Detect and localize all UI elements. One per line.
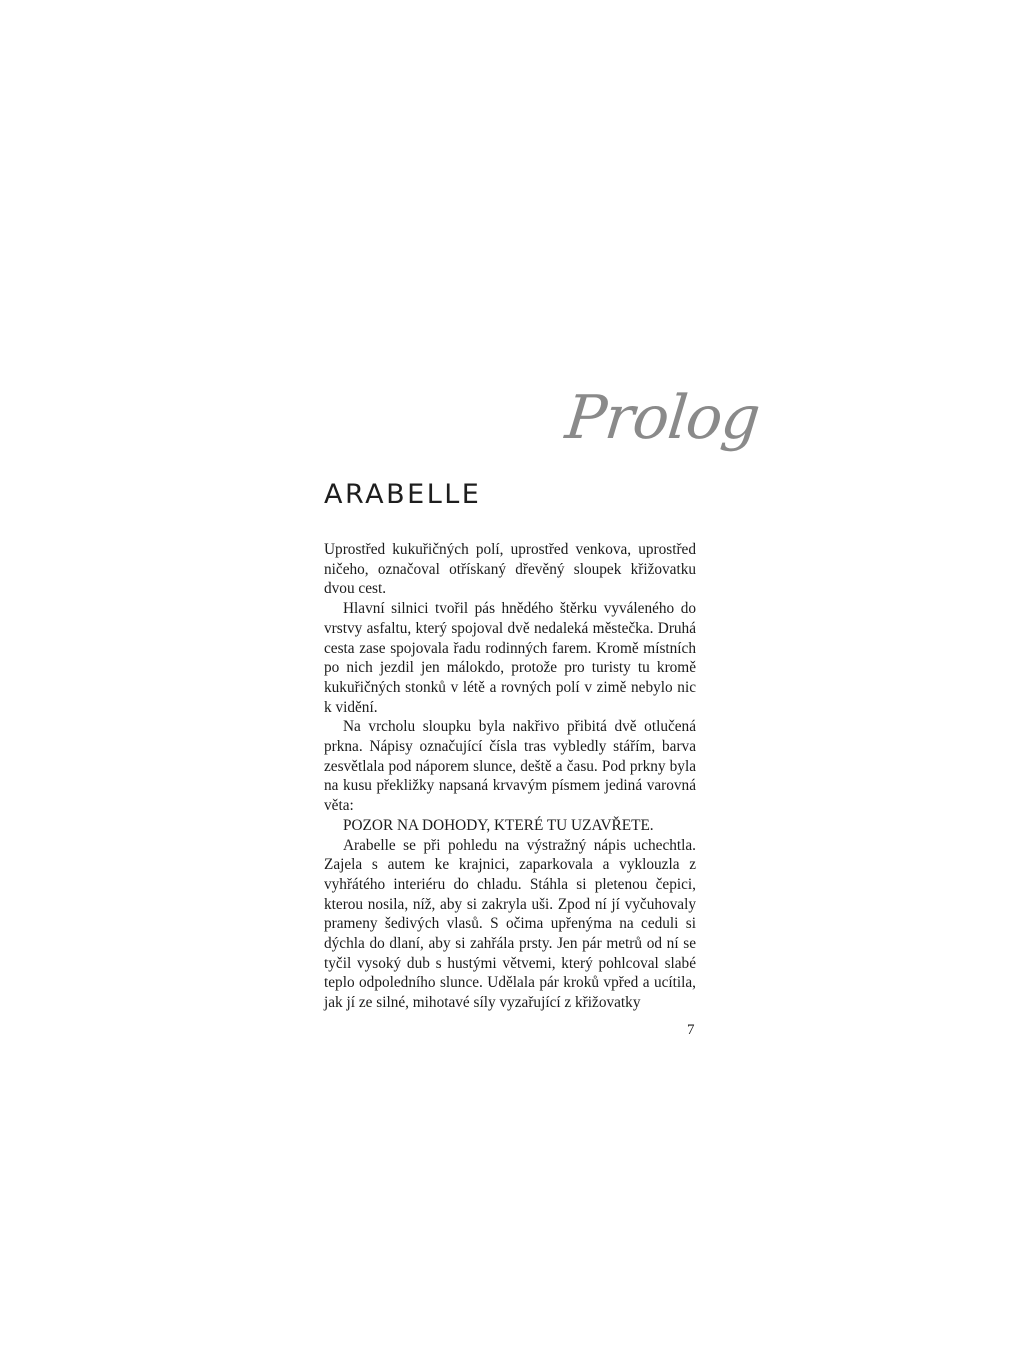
- body-text: [324, 540, 696, 1013]
- paragraph: Hlavní silnici tvořil pás hnědého štěrku vyváleného do vrstvy asfaltu, který spojoval dvě nedaleká městečka. Druhá cesta zase spojovala řadu rodinných farem. Kromě místních po nich jezdil jen málokdo, protože pro turisty tu kromě kukuřičných stonků v létě a rovných polí v zimě nebylo nic k vidění.: [324, 600, 696, 716]
- warning-sign-text: POZOR NA DOHODY, KTERÉ TU UZAVŘETE.: [343, 816, 654, 834]
- chapter-script-title: Prolog: [562, 383, 763, 453]
- paragraph: Na vrcholu sloupku byla nakřivo přibitá dvě otlučená prkna. Nápisy označující čísla tras vybledly stářím, barva zesvětlala pod náporem slunce, deště a času. Pod prkny byla na kusu překližky napsaná krvavým písmem jediná varovná věta:: [324, 718, 696, 815]
- chapter-name-heading: ARABELLE: [324, 479, 482, 510]
- paragraph: Arabelle se při pohledu na výstražný nápis uchechtla. Zajela s autem ke krajnici, zaparkovala a vyklouzla z vyhřátého interiéru do chladu. Stáhla si pletenou čepici, kterou nosila, níž, aby si zakryla uši. Zpod ní jí vyčuhovaly prameny šedivých vlasů. S očima upřenýma na ceduli si dýchla do dlaní, aby si zahřála prsty. Jen pár metrů od ní se tyčil vysoký dub s hustými větvemi, který pohlcoval slabé teplo odpoledního slunce. Udělala pár kroků vpřed a ucítila, jak jí ze silné, mihotavé síly vyzařující z křižovatky: [324, 836, 696, 1012]
- paragraph: Uprostřed kukuřičných polí, uprostřed venkova, uprostřed ničeho, označoval otřískaný dřevěný sloupek křižovatku dvou cest.: [324, 541, 696, 598]
- page-number: 7: [687, 1022, 695, 1038]
